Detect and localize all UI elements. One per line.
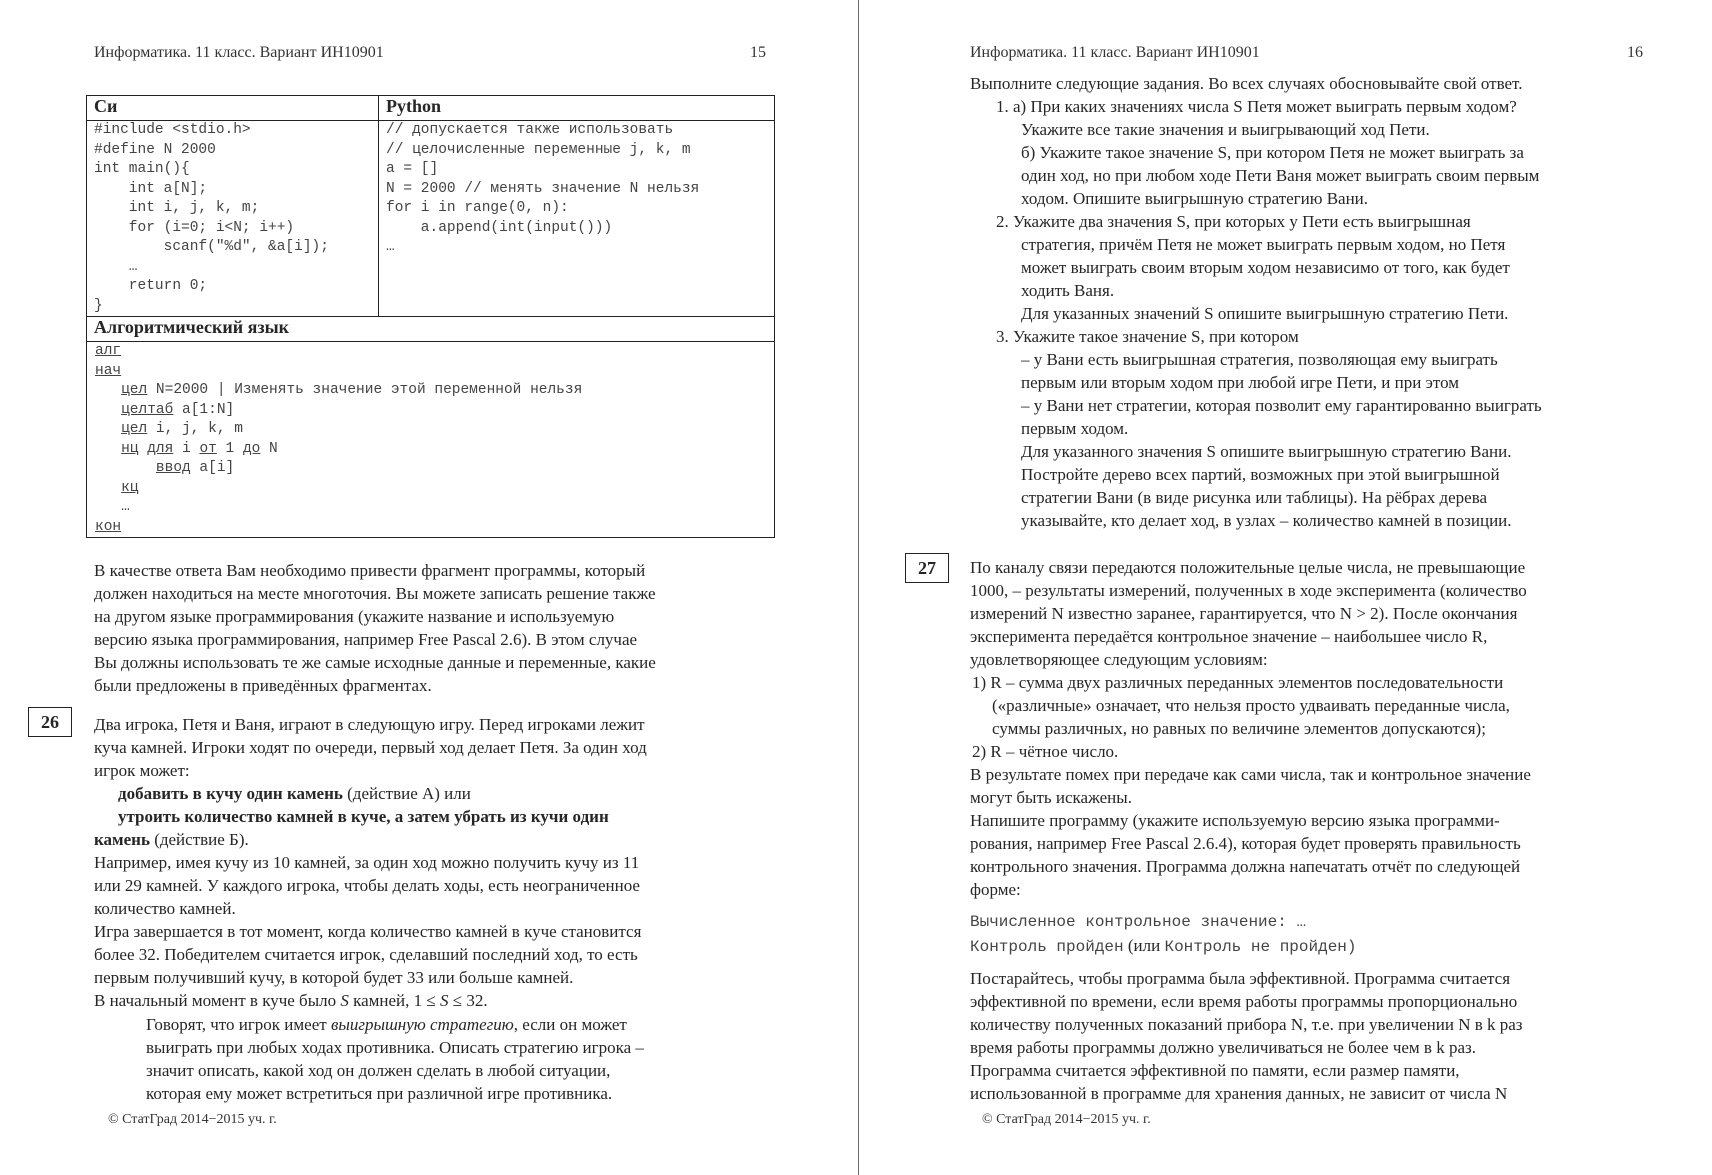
text-line: которая ему может встретиться при различной игре противника. [146,1084,613,1103]
action-b: утроить количество камней в куче, а затем убрать из кучи один [118,807,609,826]
question-3 [996,325,1644,532]
algo-text: N=2000 | Изменять значение этой переменной нельзя [147,382,583,398]
text-line: эффективной по времени, если время работы программы пропорционально [970,992,1518,1011]
algo-text: a[1:N] [173,401,235,418]
algo-column-header: Алгоритмический язык [87,317,775,342]
algo-keyword: ввод [155,460,191,476]
text-line: на другом языке программирования (укажите название и используемую [94,607,615,626]
output-line: Вычисленное контрольное значение: … [970,913,1307,931]
text-line: ходом. Опишите выигрышную стратегию Вани. [1021,189,1369,208]
c-line: int a[N]; [94,180,208,197]
task-26-text [94,713,768,1012]
text-line: использованной в программе для хранения данных, не зависит от числа N [970,1084,1508,1103]
variable-s: S [340,991,349,1010]
text-fragment: ) [1346,938,1357,956]
c-line: for (i=0; i<N; i++) [94,219,295,236]
text-line: («различные» означает, что нельзя просто удваивать переданные числа, [992,696,1510,715]
python-line: … [386,239,395,255]
page-header: Информатика. 11 класс. Вариант ИН10901 [970,44,1260,61]
text-line: – у Вани есть выигрышная стратегия, позволяющая ему выиграть [1021,350,1498,369]
algo-text: a[i] [190,460,235,476]
text-line: В качестве ответа Вам необходимо привести фрагмент программы, который [94,561,646,580]
c-line: int i, j, k, m; [94,200,260,216]
c-code-cell [87,121,379,317]
python-line: N = 2000 // менять значение N нельзя [386,180,700,197]
task-number-26: 26 [28,707,72,737]
task-27-body [970,763,1644,901]
text-line: Два игрока, Петя и Ваня, играют в следующую игру. Перед игроками лежит [94,715,645,734]
text-line: значит описать, какой ход он должен сделать в любой ситуации, [146,1061,611,1080]
c-column-header: Си [87,96,379,121]
c-line: #define N 2000 [94,141,216,158]
algo-keyword: кон [95,518,122,535]
text-line: 2) R – чётное число. [972,742,1119,761]
c-line: #include <stdio.h> [94,122,251,138]
text-line: эксперимента передаётся контрольное значение – наибольшее число R, [970,627,1488,646]
efficiency-text [970,967,1644,1105]
algo-keyword: целтаб [121,401,174,418]
algo-keyword: цел [121,421,148,437]
text-line: контрольного значения. Программа должна напечатать отчёт по следующей [970,857,1521,876]
python-line: a.append(int(input())) [386,219,613,236]
page-footer: © СтатГрад 2014−2015 уч. г. [982,1112,1151,1127]
python-line: // допускается также использовать [386,122,674,138]
text-fragment: В начальный момент в куче было [94,991,341,1010]
right-page [859,0,1712,1175]
algo-keyword: нц [121,440,139,457]
text-line: б) Укажите такое значение S, при котором Петя не может выиграть за [1021,143,1524,162]
text-line: 2. Укажите два значения S, при которых у Пети есть выигрышная [996,212,1471,231]
algo-text: N [260,440,278,457]
text-fragment: Говорят, что игрок имеет [146,1015,331,1034]
algo-code-cell [87,342,775,538]
text-line: версию языка программирования, например Free Pascal 2.6). В этом случае [94,630,638,649]
algo-text: 1 [216,440,243,457]
python-code-cell [379,121,775,317]
text-line: куча камней. Игроки ходят по очереди, первый ход делает Петя. За один ход [94,738,647,757]
text-line: стратегии Вани (в виде рисунка или таблицы). На рёбрах дерева [1021,488,1488,507]
action-a: добавить в кучу один камень [118,784,343,803]
answer-instructions [94,559,768,697]
algo-text: i [173,440,200,457]
algo-keyword: цел [121,382,148,398]
text-line: ходить Ваня. [1021,281,1115,300]
python-column-header: Python [379,96,775,121]
text-line: 1) R – сумма двух различных переданных элементов последовательности [972,673,1504,692]
text-line: Для указанного значения S опишите выигрышную стратегию Вани. [1021,442,1512,461]
text-line: время работы программы должно увеличиваться не более чем в k раз. [970,1038,1476,1057]
c-line: return 0; [94,278,208,294]
text-line: удовлетворяющее следующим условиям: [970,650,1268,669]
winning-strategy-term: выигрышную стратегию [330,1015,514,1034]
text-line: может выиграть своим вторым ходом независимо от того, как будет [1021,258,1510,277]
c-line: } [94,297,103,314]
text-line: Для указанных значений S опишите выигрышную стратегию Пети. [1021,304,1509,323]
text-fragment: (действие Б). [149,830,249,849]
python-line: // целочисленные переменные j, k, m [386,141,691,158]
text-line: Постройте дерево всех партий, возможных при этой выигрышной [1021,465,1500,484]
text-line: первым ходом. [1021,419,1129,438]
action-b: камень [94,830,150,849]
text-line: Игра завершается в тот момент, когда количество камней в куче становится [94,922,642,941]
text-fragment: , если он может [513,1015,627,1034]
text-line: были предложены в приведённых фрагментах. [94,676,432,695]
question-1b [1021,141,1644,210]
text-line: суммы различных, но равных по величине элементов допускаются); [992,719,1486,738]
output-line: Контроль пройден [970,938,1124,956]
text-fragment: ≤ 32. [448,991,488,1010]
strategy-definition [146,1013,768,1105]
text-line: В результате помех при передаче как сами числа, так и контрольное значение [970,765,1531,784]
text-line: первым получивший кучу, в которой будет 33 или больше камней. [94,968,574,987]
algo-keyword: алг [95,343,122,359]
task-number-27: 27 [905,553,949,583]
text-line: более 32. Победителем считается игрок, сделавший последний ход, то есть [94,945,638,964]
page-number: 16 [1627,44,1643,61]
text-line: Вы должны использовать те же самые исходные данные и переменные, какие [94,653,656,672]
text-line: первым или вторым ходом при любой игре Пети, и при этом [1021,373,1460,392]
question-2 [996,210,1644,325]
text-line: один ход, но при любом ходе Пети Ваня может выиграть своим первым [1021,166,1540,185]
text-line: Укажите все такие значения и выигрывающий ход Пети. [1021,120,1430,139]
text-line: форме: [970,880,1021,899]
algo-keyword: нач [95,362,122,379]
text-line: выиграть при любых ходах противника. Описать стратегию игрока – [146,1038,644,1057]
text-line: количество камней. [94,899,236,918]
text-line: стратегия, причём Петя не может выиграть первым ходом, но Петя [1021,235,1506,254]
text-line: могут быть искажены. [970,788,1132,807]
page-number: 15 [750,44,766,61]
text-fragment: (или [1123,936,1165,955]
task-27-intro [970,556,1644,671]
text-line: должен находиться на месте многоточия. Вы можете записать решение также [94,584,656,603]
output-format [970,910,1644,959]
algo-keyword: кц [121,479,139,496]
text-line: измерений N известно заранее, гарантируется, что N > 2). После окончания [970,604,1518,623]
python-line: for i in range(0, n): [386,200,569,216]
text-line: 3. Укажите такое значение S, при котором [996,327,1299,346]
c-line: … [94,258,138,275]
text-fragment: камней, 1 ≤ [348,991,440,1010]
c-line: scanf("%d", &a[i]); [94,239,329,255]
text-line: или 29 камней. У каждого игрока, чтобы делать ходы, есть неограниченное [94,876,640,895]
text-line: количеству полученных показаний прибора N, т.е. при увеличении N в k раз [970,1015,1523,1034]
page-header: Информатика. 11 класс. Вариант ИН10901 [94,44,384,61]
text-line: игрок может: [94,761,190,780]
text-line: Например, имея кучу из 10 камней, за один ход можно получить кучу из 11 [94,853,640,872]
text-line: 1000, – результаты измерений, полученных в ходе эксперимента (количество [970,581,1527,600]
text-line: указывайте, кто делает ход, в узлах – количество камней в позиции. [1021,511,1512,530]
code-table [86,95,775,538]
output-line: Контроль не пройден [1164,938,1347,956]
text-line: По каналу связи передаются положительные целые числа, не превышающие [970,558,1526,577]
algo-keyword: для [147,440,174,457]
page-footer: © СтатГрад 2014−2015 уч. г. [108,1112,277,1127]
algo-keyword: от [199,440,217,457]
text-line: 1. а) При каких значениях числа S Петя может выиграть первым ходом? [996,97,1517,116]
text-line: Программа считается эффективной по памяти, если размер памяти, [970,1061,1460,1080]
text-line: – у Вани нет стратегии, которая позволит ему гарантированно выиграть [1021,396,1542,415]
algo-text: … [121,499,130,515]
text-line: рования, например Free Pascal 2.6.4), которая будет проверять правильность [970,834,1521,853]
algo-text: i, j, k, m [147,421,243,437]
instructions: Выполните следующие задания. Во всех случаях обосновывайте свой ответ. [970,74,1523,93]
text-line: Напишите программу (укажите используемую версию языка программи- [970,811,1500,830]
question-1a [996,95,1644,141]
variable-s: S [440,991,449,1010]
python-line: a = [] [386,161,439,177]
c-line: int main(){ [94,161,190,177]
text-line: Постарайтесь, чтобы программа была эффективной. Программа считается [970,969,1511,988]
text-fragment: (действие А) или [342,784,471,803]
task-27-conditions [972,671,1644,763]
algo-keyword: до [242,440,261,457]
